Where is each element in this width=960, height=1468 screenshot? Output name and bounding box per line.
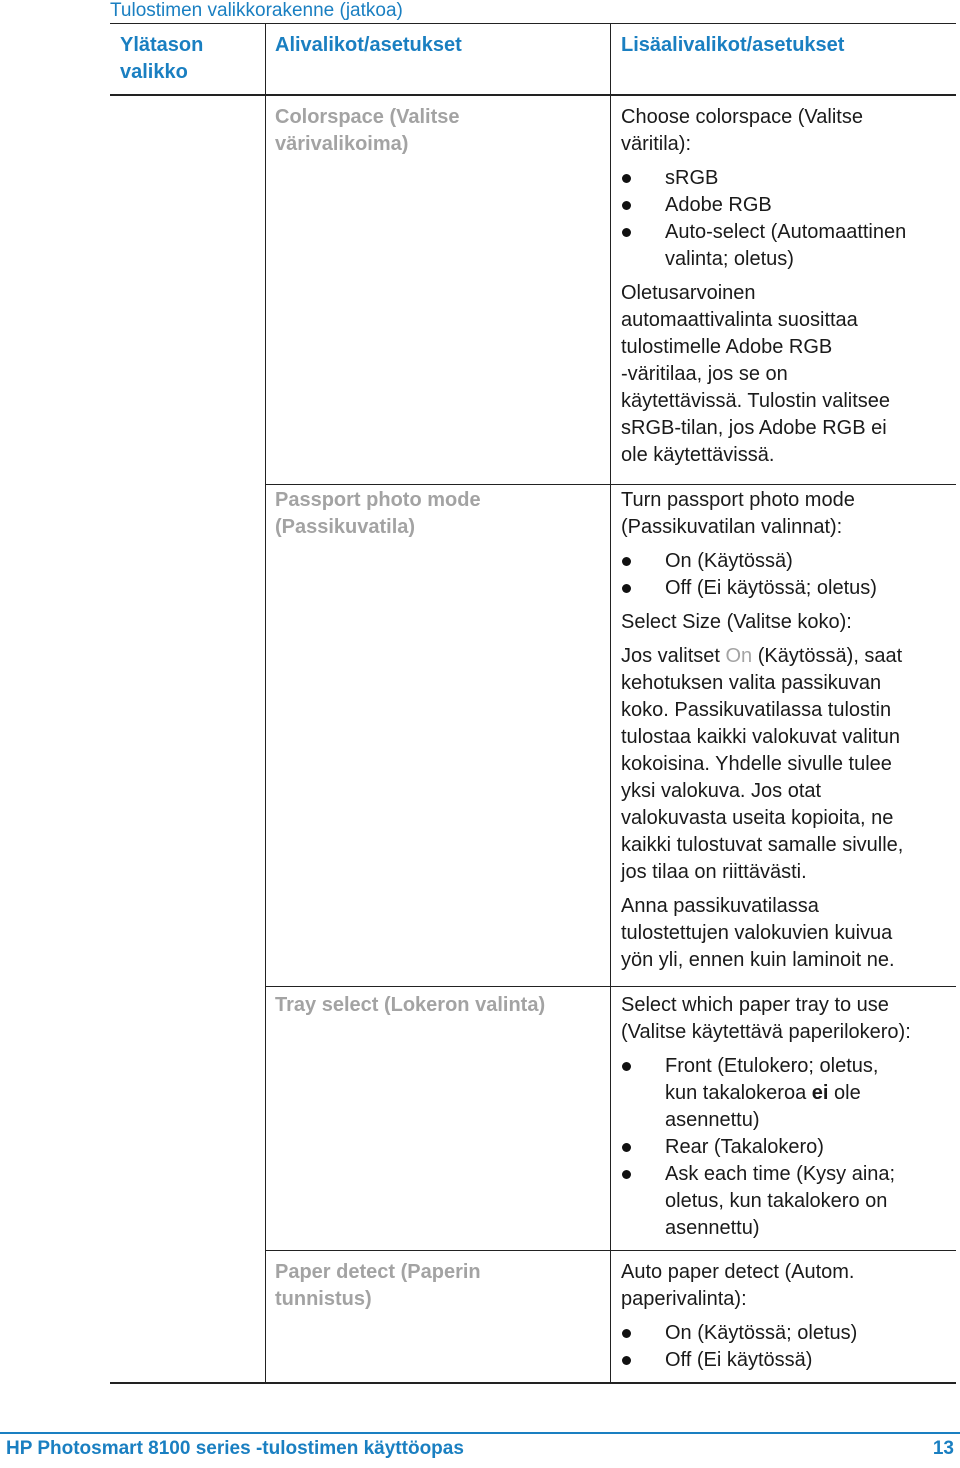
passport-select-size: Select Size (Valitse koko): xyxy=(621,611,852,633)
tray-options xyxy=(621,992,951,1249)
passport-description-line: Jos valitset On (Käytössä), saat xyxy=(621,645,903,667)
submenu-paper-detect-line2: tunnistus) xyxy=(275,1288,372,1310)
bullet-icon xyxy=(622,201,631,210)
colorspace-note-line: ole käytettävissä. xyxy=(621,444,775,466)
passport-drying-note-line: tulostettujen valokuvien kuivua xyxy=(621,922,893,944)
row-divider-3 xyxy=(266,1250,956,1251)
colorspace-note-line: tulostimelle Adobe RGB xyxy=(621,336,833,358)
bullet-icon xyxy=(622,1143,631,1152)
header-submenus: Alivalikot/asetukset xyxy=(275,34,462,56)
header-sub-submenus: Lisäalivalikot/asetukset xyxy=(621,34,845,56)
passport-description-line: yksi valokuva. Jos otat xyxy=(621,780,822,802)
header-top-level-menu xyxy=(120,32,260,86)
footer-rule xyxy=(0,1432,960,1434)
submenu-colorspace-line2: värivalikoima) xyxy=(275,133,409,155)
bullet-icon xyxy=(622,1356,631,1365)
list-item: On (Käytössä) xyxy=(621,548,951,575)
list-item: Off (Ei käytössä; oletus) xyxy=(621,575,951,602)
tray-intro-line2: (Valitse käytettävä paperilokero): xyxy=(621,1021,911,1043)
row-divider-1 xyxy=(266,484,956,485)
bullet-icon xyxy=(622,1329,631,1338)
submenu-paper-detect-line1: Paper detect (Paperin xyxy=(275,1261,481,1283)
submenu-passport-line2: (Passikuvatila) xyxy=(275,516,416,538)
paper-detect-intro-line2: paperivalinta): xyxy=(621,1288,747,1310)
colorspace-note-line: käytettävissä. Tulostin valitsee xyxy=(621,390,891,412)
footer-title: HP Photosmart 8100 series -tulostimen käyttöopas xyxy=(6,1438,464,1459)
list-item: sRGB xyxy=(621,165,951,192)
paper-detect-intro-line1: Auto paper detect (Autom. xyxy=(621,1261,855,1283)
submenu-paper-detect xyxy=(275,1259,595,1313)
header-top-level-line1: Ylätason xyxy=(120,34,204,56)
colorspace-note-line: sRGB-tilan, jos Adobe RGB ei xyxy=(621,417,887,439)
tray-intro-line1: Select which paper tray to use xyxy=(621,994,889,1016)
list-item: Ask each time (Kysy aina; oletus, kun takalokero on asennettu) xyxy=(621,1161,951,1242)
passport-option-list xyxy=(621,548,951,602)
table-caption: Tulostimen valikkorakenne (jatkoa) xyxy=(110,0,403,21)
list-item: Front (Etulokero; oletus, kun takalokeroa ei ole asennettu) xyxy=(621,1053,951,1134)
bullet-icon xyxy=(622,1062,631,1071)
bullet-icon xyxy=(622,228,631,237)
list-item: Adobe RGB xyxy=(621,192,951,219)
passport-description-line: valokuvasta useita kopioita, ne xyxy=(621,807,894,829)
table-top-rule xyxy=(110,23,956,24)
colorspace-options xyxy=(621,104,951,469)
colorspace-option-list xyxy=(621,165,951,273)
submenu-passport-photo-mode xyxy=(275,487,595,541)
colorspace-intro-line2: väritila): xyxy=(621,133,692,155)
colorspace-note-line: Oletusarvoinen xyxy=(621,282,756,304)
passport-drying-note-line: yön yli, ennen kuin laminoit ne. xyxy=(621,949,895,971)
passport-description-line: kaikki tulostuvat samalle sivulle, xyxy=(621,834,904,856)
header-bottom-rule xyxy=(110,94,956,96)
page-number: 13 xyxy=(932,1438,954,1459)
bullet-icon xyxy=(622,557,631,566)
submenu-tray-select: Tray select (Lokeron valinta) xyxy=(275,994,546,1016)
list-item: Rear (Takalokero) xyxy=(621,1134,951,1161)
table-bottom-rule xyxy=(110,1382,956,1384)
colorspace-note-line: -väritilaa, jos se on xyxy=(621,363,788,385)
passport-description-line: tulostaa kaikki valokuvat valitun xyxy=(621,726,901,748)
passport-intro-line2: (Passikuvatilan valinnat): xyxy=(621,516,843,538)
paper-detect-option-list xyxy=(621,1320,951,1374)
paper-detect-options xyxy=(621,1259,951,1381)
on-highlight: On xyxy=(725,645,753,667)
column-divider-2 xyxy=(610,23,611,1383)
row-divider-2 xyxy=(266,986,956,987)
colorspace-note-line: automaattivalinta suosittaa xyxy=(621,309,858,331)
tray-option-list xyxy=(621,1053,951,1242)
submenu-colorspace-line1: Colorspace (Valitse xyxy=(275,106,460,128)
bullet-icon xyxy=(622,1170,631,1179)
colorspace-intro-line1: Choose colorspace (Valitse xyxy=(621,106,863,128)
list-item: Auto-select (Automaattinen valinta; oletus) xyxy=(621,219,951,273)
passport-description-line: jos tilaa on riittävästi. xyxy=(621,861,807,883)
list-item: Off (Ei käytössä) xyxy=(621,1347,951,1374)
passport-options xyxy=(621,487,951,974)
submenu-passport-line1: Passport photo mode xyxy=(275,489,481,511)
submenu-colorspace xyxy=(275,104,595,158)
bullet-icon xyxy=(622,584,631,593)
passport-description-line: koko. Passikuvatilassa tulostin xyxy=(621,699,892,721)
list-item: On (Käytössä; oletus) xyxy=(621,1320,951,1347)
passport-drying-note-line: Anna passikuvatilassa xyxy=(621,895,819,917)
passport-description-line: kokoisina. Yhdelle sivulle tulee xyxy=(621,753,892,775)
column-divider-1 xyxy=(265,23,266,1383)
bullet-icon xyxy=(622,174,631,183)
header-top-level-line2: valikko xyxy=(120,61,188,83)
passport-description-line: kehotuksen valita passikuvan xyxy=(621,672,882,694)
passport-intro-line1: Turn passport photo mode xyxy=(621,489,855,511)
